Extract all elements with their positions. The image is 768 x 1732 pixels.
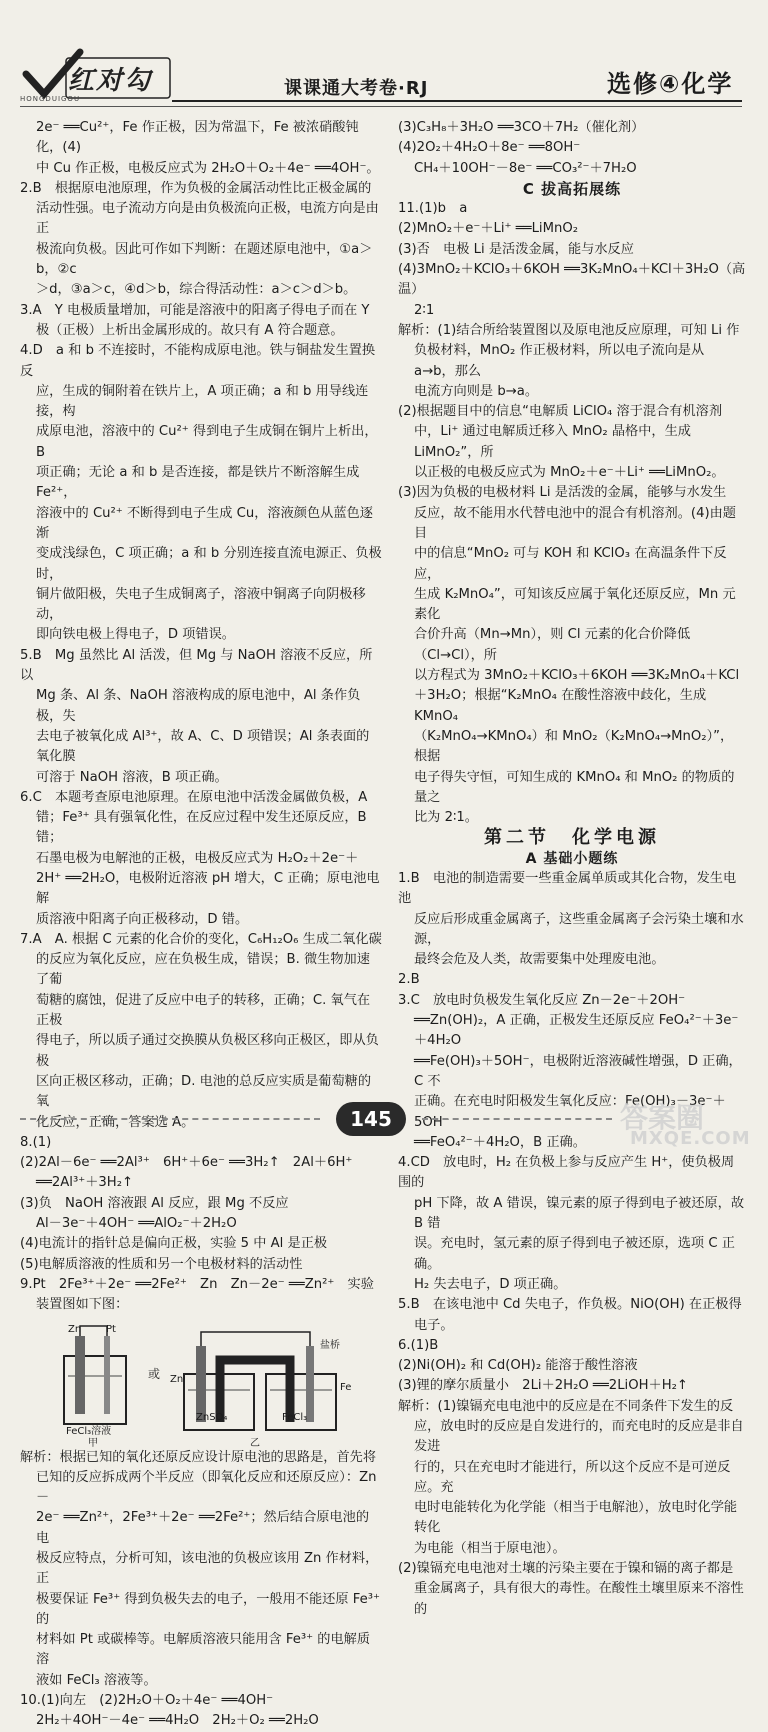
text-line: 5.B 在该电池中 Cd 失电子，作负极。NiO(OH) 在正极得 — [398, 1297, 742, 1313]
apparatus-figure — [20, 1318, 382, 1449]
text-line: (3)因为负极的电极材料 Li 是活泼的金属，能够与水发生 — [398, 485, 727, 501]
text-line: 合价升高（Mn→Mn），则 Cl 元素的化合价降低（Cl→Cl），所 — [414, 627, 691, 663]
watermark-url: MXQE.COM — [630, 1128, 751, 1149]
subject-title: 选修④化学 — [607, 70, 734, 98]
header-rule-thin — [20, 106, 742, 107]
text-line: 可溶于 NaOH 溶液，B 项正确。 — [36, 769, 228, 785]
section-2-title: 第二节 化学电源 — [484, 827, 660, 849]
text-line: 项正确；无论 a 和 b 是否连接，都是铁片不断溶解生成 Fe²⁺， — [36, 465, 360, 501]
zn-label: Zn — [68, 1323, 82, 1335]
text-line: 应，生成的铜附着在铁片上，A 项正确；a 和 b 用导线连接，构 — [36, 383, 369, 420]
fecl3-label: FeCl₃ — [282, 1411, 308, 1423]
text-line: 9.Pt 2Fe³⁺＋2e⁻ ══2Fe²⁺ Zn Zn－2e⁻ ══Zn²⁺ 实验 — [20, 1276, 374, 1292]
text-line: 成原电池，溶液中的 Cu²⁺ 得到电子生成铜在铜片上析出，B — [36, 424, 378, 460]
text-line: 区向正极区移动，正确；D. 电池的总反应实质是葡萄糖的氧 — [36, 1073, 372, 1110]
text-line: 极反应特点，分析可知，该电池的负极应该用 Zn 作材料，正 — [36, 1551, 379, 1587]
text-line: 电子。 — [414, 1317, 454, 1333]
znso4-label: ZnSO₄ — [196, 1411, 228, 1423]
text-line: Al－3e⁻＋4OH⁻ ══AlO₂⁻＋2H₂O — [36, 1216, 237, 1232]
text-line: 去电子被氧化成 Al³⁺，故 A、C、D 项错误；Al 条表面的氧化膜 — [36, 728, 370, 765]
text-line: 比为 2∶1。 — [414, 810, 478, 826]
page-header — [0, 0, 768, 118]
text-line: 液如 FeCl₃ 溶液等。 — [36, 1672, 157, 1688]
text-line: 2.B — [398, 972, 420, 988]
page-footer — [0, 1090, 768, 1150]
text-line: 负极材料，MnO₂ 作正极材料，所以电子流向是从 a→b，那么 — [414, 343, 705, 379]
text-line: 活动性强。电子流动方向是由负极流向正极，电流方向是由正 — [36, 201, 379, 237]
text-line: 中，Li⁺ 通过电解质迁移入 MnO₂ 晶格中，生成 LiMnO₂”，所 — [414, 424, 691, 460]
text-line: 材料如 Pt 或碳棒等。电解质溶液只能用含 Fe³⁺ 的电解质溶 — [36, 1632, 371, 1668]
text-line: 中 Cu 作正极，电极反应式为 2H₂O＋O₂＋4e⁻ ══4OH⁻。 — [36, 160, 380, 176]
text-line: 2e⁻ ══Zn²⁺，2Fe³⁺＋2e⁻ ══2Fe²⁺；然后结合原电池的电 — [36, 1510, 370, 1546]
footer-rule-left — [20, 1118, 320, 1120]
text-line: 的反应为氧化反应，应在负极生成，错误；B. 微生物加速了葡 — [36, 952, 370, 988]
text-line: ══Zn(OH)₂，A 正确，正极发生还原反应 FeO₄²⁻＋3e⁻＋4H₂O — [414, 1013, 739, 1049]
text-line: 7.A A. 根据 C 元素的化合价的变化，C₆H₁₂O₆ 生成二氧化碳 — [20, 931, 382, 947]
text-line: 解析：根据已知的氧化还原反应设计原电池的思路是，首先将 — [20, 1449, 377, 1465]
text-line: 最终会危及人类，故需要集中处理废电池。 — [414, 952, 665, 968]
text-line: 溶液中的 Cu²⁺ 不断得到电子生成 Cu，溶液颜色从蓝色逐渐 — [36, 505, 373, 541]
text-line: Mg 条、Al 条、NaOH 溶液构成的原电池中，Al 条作负极，失 — [36, 688, 361, 724]
text-line: 4.CD 放电时，H₂ 在负极上参与反应产生 H⁺，使负极周围的 — [398, 1155, 735, 1191]
text-line: 得电子，所以质子通过交换膜从负极区移向正极区，即从负极 — [36, 1033, 379, 1069]
text-line: pH 下降，故 A 错误，镍元素的原子得到电子被还原，故 B 错 — [414, 1195, 745, 1232]
text-line: 石墨电极为电解池的正极，电极反应式为 H₂O₂＋2e⁻＋ — [36, 850, 359, 866]
right-text-mid — [398, 199, 746, 828]
text-line: (4)2O₂＋4H₂O＋8e⁻ ══8OH⁻ — [398, 140, 581, 156]
figure-a-label: 甲 — [88, 1437, 98, 1449]
text-line: (2)2Al－6e⁻ ══2Al³⁺ 6H⁺＋6e⁻ ══3H₂↑ 2Al＋6H⁺ — [20, 1155, 353, 1171]
text-line: （K₂MnO₄→KMnO₄）和 MnO₂（K₂MnO₄→MnO₂）”，根据 — [414, 728, 734, 765]
text-line: (2)镍镉充电电池对土壤的污染主要在于镍和镉的离子都是 — [398, 1561, 734, 1577]
text-line: ＋3H₂O；根据“K₂MnO₄ 在酸性溶液中歧化，生成 KMnO₄ — [414, 688, 707, 724]
text-line: 行的，只在充电时才能进行，所以这个反应不是可逆反应。充 — [414, 1459, 731, 1495]
text-line: 以方程式为 3MnO₂＋KClO₃＋6KOH ══3K₂MnO₄＋KCl — [414, 668, 740, 684]
text-line: 误。充电时，氢元素的原子得到电子被还原，选项 C 正确。 — [414, 1236, 735, 1272]
text-line: (2)Ni(OH)₂ 和 Cd(OH)₂ 能溶于酸性溶液 — [398, 1358, 638, 1374]
text-line: 解析：(1)镍镉充电电池中的反应是在不同条件下发生的反 — [398, 1398, 734, 1414]
right-text-top — [398, 118, 746, 179]
text-line: 生成 K₂MnO₄”，可知该反应属于氧化还原反应，Mn 元素化 — [414, 586, 736, 623]
page-number: 145 — [336, 1102, 406, 1136]
text-line: ══FeO₄²⁻＋4H₂O，B 正确。 — [414, 1134, 586, 1150]
text-line: 应，放电时的反应是自发进行的，而充电时的反应是非自发进 — [414, 1419, 744, 1455]
text-line: 电流方向则是 b→a。 — [414, 383, 539, 399]
text-line: CH₄＋10OH⁻－8e⁻ ══CO₃²⁻＋7H₂O — [414, 160, 637, 176]
text-line: 萄糖的腐蚀，促进了反应中电子的转移，正确；C. 氧气在正极 — [36, 992, 371, 1029]
text-line: 10.(1)向左 (2)2H₂O＋O₂＋4e⁻ ══4OH⁻ — [20, 1693, 274, 1709]
salt-bridge-label: 盐桥 — [320, 1339, 340, 1351]
logo-text: 红对勾 — [68, 66, 153, 96]
text-line: 极要保证 Fe³⁺ 得到负极失去的电子，一般用不能还原 Fe³⁺ 的 — [36, 1591, 380, 1627]
text-line: 正确。在充电时阳极发生氧化反应：Fe(OH)₃－3e⁻＋5OH⁻ — [414, 1094, 726, 1130]
text-line: 2H⁺ ══2H₂O，电极附近溶液 pH 增大，C 正确；原电池电解 — [36, 870, 380, 907]
text-line: 错；Fe³⁺ 具有强氧化性，在反应过程中发生还原反应，B 错； — [36, 810, 367, 846]
text-line: ══2Al³⁺＋3H₂↑ — [36, 1175, 134, 1191]
text-line: (3)否 电极 Li 是活泼金属，能与水反应 — [398, 241, 634, 257]
section-c-heading: C 拔高拓展练 — [522, 179, 622, 198]
text-line: 以正极的电极反应式为 MnO₂＋e⁻＋Li⁺ ══LiMnO₂。 — [414, 465, 725, 481]
text-line: 解析：(1)结合所给装置图以及原电池反应原理，可知 Li 作 — [398, 322, 740, 338]
text-line: 即向铁电极上得电子，D 项错误。 — [36, 627, 235, 643]
text-line: (4)电流计的指针总是偏向正极，实验 5 中 Al 是正极 — [20, 1236, 328, 1252]
text-line: 6.(1)B — [398, 1337, 439, 1353]
text-line: 化反应，正确，答案选 A。 — [36, 1114, 195, 1130]
text-line: (4)3MnO₂＋KClO₃＋6KOH ══3K₂MnO₄＋KCl＋3H₂O（高温） — [398, 262, 746, 298]
watermark: 答案圈 — [620, 1101, 705, 1134]
text-line: ══Fe(OH)₃＋5OH⁻，电极附近溶液碱性增强，D 正确，C 不 — [414, 1053, 742, 1089]
text-line: 中的信息“MnO₂ 可与 KOH 和 KClO₃ 在高温条件下反应， — [414, 546, 727, 582]
footer-rule-right — [422, 1118, 612, 1120]
text-line: 极（正极）上析出金属形成的。故只有 A 符合题意。 — [36, 322, 344, 338]
text-line: (5)电解质溶液的性质和另一个电极材料的活动性 — [20, 1256, 303, 1272]
text-line: 铜片做阳极，失电子生成铜离子，溶液中铜离子向阴极移动， — [36, 586, 366, 623]
text-line: 2∶1 — [414, 302, 435, 318]
text-line: (3)C₃H₈＋3H₂O ══3CO＋7H₂（催化剂） — [398, 120, 645, 135]
figure-b-label: 乙 — [250, 1437, 260, 1449]
text-line: 2.B 根据原电池原理，作为负极的金属活动性比正极金属的 — [20, 180, 372, 196]
book-title: 课课通大考卷·RJ — [284, 78, 429, 99]
text-line: ＞d，③a＞c，④d＞b，综合得活动性：a＞c＞d＞b。 — [36, 282, 357, 298]
or-label: 或 — [148, 1366, 161, 1381]
fecl3-solution-label: FeCl₃溶液 — [66, 1425, 112, 1437]
right-text-bottom — [398, 869, 746, 1620]
text-line: 极流向负极。因此可作如下判断：在题述原电池中，①a＞b，②c — [36, 241, 373, 278]
text-line: 已知的反应拆成两个半反应（即氧化反应和还原反应）：Zn－ — [36, 1469, 377, 1506]
text-line: (2)MnO₂＋e⁻＋Li⁺ ══LiMnO₂ — [398, 221, 578, 237]
text-line: 3.A Y 电极质量增加，可能是溶液中的阳离子得电子而在 Y — [20, 302, 370, 318]
text-line: 电子得失守恒，可知生成的 KMnO₄ 和 MnO₂ 的物质的量之 — [414, 769, 735, 805]
text-line: 6.C 本题考查原电池原理。在原电池中活泼金属做负极，A — [20, 789, 368, 805]
text-line: 电时电能转化为化学能（相当于电解池），放电时化学能转化 — [414, 1500, 738, 1536]
right-column — [398, 118, 746, 1620]
text-line: 2e⁻ ══Cu²⁺，Fe 作正极，因为常温下，Fe 被浓硝酸钝化，(4) — [36, 120, 359, 156]
section-a-heading: A 基础小题练 — [525, 850, 619, 867]
left-text-block-2 — [20, 1448, 382, 1732]
text-line: 5.B Mg 虽然比 Al 活泼，但 Mg 与 NaOH 溶液不反应，所以 — [20, 647, 373, 684]
text-line: 重金属离子，具有很大的毒性。在酸性土壤里原来不溶性的 — [414, 1581, 744, 1617]
text-line: (2)根据题目中的信息“电解质 LiClO₄ 溶于混合有机溶剂 — [398, 404, 723, 420]
text-line: (3)负 NaOH 溶液跟 Al 反应，跟 Mg 不反应 — [20, 1195, 289, 1211]
text-line: 8.(1) — [20, 1134, 52, 1150]
text-line: 变成浅绿色，C 项正确；a 和 b 分别连接直流电源正、负极时， — [36, 546, 382, 582]
text-line: 反应后形成重金属离子，这些重金属离子会污染土壤和水源， — [414, 911, 744, 947]
header-rule — [172, 100, 742, 102]
zn-electrode-label: Zn — [170, 1373, 184, 1385]
pt-label: Pt — [106, 1323, 116, 1335]
text-line: H₂ 失去电子，D 项正确。 — [414, 1276, 567, 1292]
left-column — [20, 118, 382, 1732]
text-line: 4.D a 和 b 不连接时，不能构成原电池。铁与铜盐发生置换反 — [20, 343, 376, 379]
text-line: 装置图如下图： — [36, 1297, 129, 1313]
text-line: 为电能（相当于原电池）。 — [414, 1540, 566, 1556]
text-line: (3)锂的摩尔质量小 2Li＋2H₂O ══2LiOH＋H₂↑ — [398, 1378, 688, 1394]
text-line: 11.(1)b a — [398, 201, 468, 217]
text-line: 3.C 放电时负极发生氧化反应 Zn－2e⁻＋2OH⁻ — [398, 992, 686, 1008]
text-line: 质溶液中阳离子向正极移动，D 错。 — [36, 911, 249, 927]
text-line: 1.B 电池的制造需要一些重金属单质或其化合物，发生电池 — [398, 870, 737, 907]
text-line: 反应，故不能用水代替电池中的混合有机溶剂。(4)由题目 — [414, 505, 736, 541]
text-line: 2H₂＋4OH⁻－4e⁻ ══4H₂O 2H₂＋O₂ ══2H₂O — [36, 1713, 319, 1729]
fe-electrode-label: Fe — [340, 1381, 352, 1393]
logo-subtitle: HONGDUIGOU — [20, 95, 81, 103]
